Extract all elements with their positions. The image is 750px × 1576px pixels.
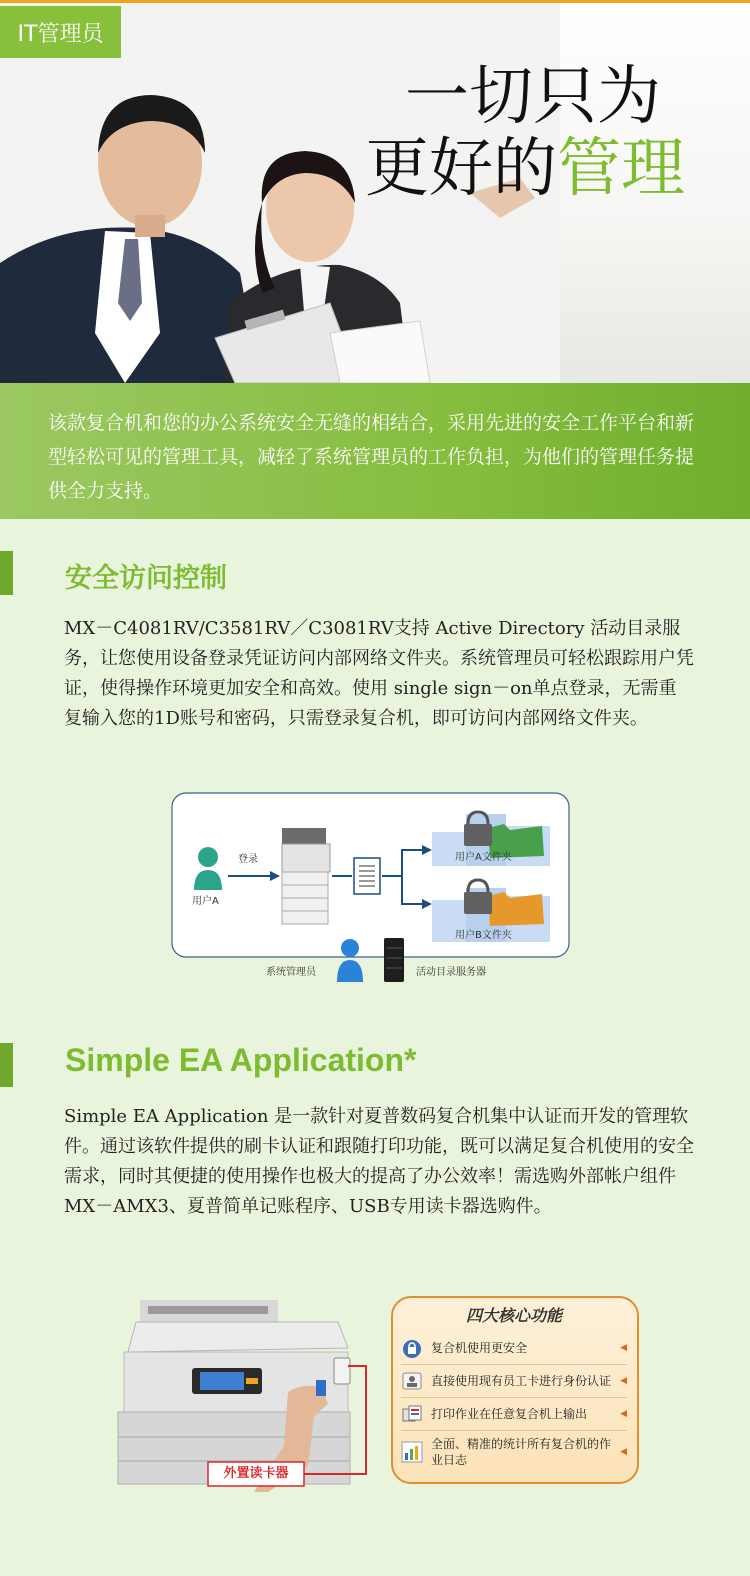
section2-title: Simple EA Application* (65, 1042, 417, 1078)
section1-bar (0, 551, 13, 595)
core-features-box (391, 1296, 639, 1484)
section2-body: Simple EA Application 是一款针对夏普数码复合机集中认证而开发的管理软件。通过该软件提供的刷卡认证和跟随打印功能，既可以满足复合机使用的安全需求，同时其便捷的使用操作也极大的提高了办公效率！需选购外部帐户组件MX－AMX3、夏普简单记账程序、USB专用读卡器选购件。 (64, 1106, 694, 1217)
feature-item (401, 1332, 627, 1365)
hero-title-plain: 更好的 (365, 132, 557, 206)
printer-card-reader-photo (108, 1296, 378, 1492)
it-admin-tag: IT管理员 (0, 6, 121, 58)
section1-title: 安全访问控制 (65, 563, 227, 594)
user-a-label: 用户A (192, 896, 219, 907)
card-reader-label: 外置读卡器 (223, 1466, 289, 1481)
access-control-diagram (170, 792, 572, 988)
hero-title-accent: 管理 (557, 132, 685, 206)
feature-item (401, 1398, 627, 1431)
hero-title-line2 (365, 133, 745, 205)
lock-icon (401, 1337, 423, 1359)
folder-b-label: 用户B文件夹 (455, 930, 512, 941)
feature-text: 全面、精准的统计所有复合机的作业日志 (431, 1437, 612, 1467)
server-icon (384, 938, 404, 982)
arrow-left-icon: ◀ (620, 1447, 627, 1457)
section2-bar (0, 1043, 13, 1087)
feature-item (401, 1365, 627, 1398)
document-icon (354, 858, 380, 894)
login-label: 登录 (238, 854, 258, 865)
arrow-left-icon: ◀ (620, 1376, 627, 1386)
id-card-icon (401, 1370, 423, 1392)
folder-a-label: 用户A文件夹 (455, 852, 512, 863)
feature-item (401, 1431, 627, 1473)
mfp-printer-icon (282, 828, 330, 924)
hero-title-line1: 一切只为 (405, 60, 661, 134)
hero-title (365, 61, 745, 205)
intro-text: 该款复合机和您的办公系统安全无缝的相结合，采用先进的安全工作平台和新型轻松可见的管理工具，减轻了系统管理员的工作负担，为他们的管理任务提供全力支持。 (0, 383, 750, 519)
features-title: 四大核心功能 (465, 1306, 562, 1325)
feature-text: 复合机使用更安全 (431, 1341, 528, 1355)
server-label: 活动目录服务器 (416, 967, 486, 978)
bar-chart-icon (401, 1441, 423, 1463)
arrow-left-icon: ◀ (620, 1343, 627, 1353)
section1-body: MX－C4081RV/C3581RV／C3081RV支持 Active Directory 活动目录服务，让您使用设备登录凭证访问内部网络文件夹。系统管理员可轻松跟踪用户凭证，使得操作环境更加安全和高效。使用 single sign－on单点登录，无需重复输入您的1D账号和密码，只需登录复合机，即可访问内部网络文件夹。 (64, 618, 694, 729)
feature-text: 打印作业在任意复合机上输出 (431, 1407, 588, 1421)
admin-label: 系统管理员 (266, 967, 316, 978)
print-job-icon (401, 1403, 423, 1425)
arrow-left-icon: ◀ (620, 1409, 627, 1419)
hero-banner (0, 3, 750, 383)
feature-text: 直接使用现有员工卡进行身份认证 (431, 1374, 612, 1388)
